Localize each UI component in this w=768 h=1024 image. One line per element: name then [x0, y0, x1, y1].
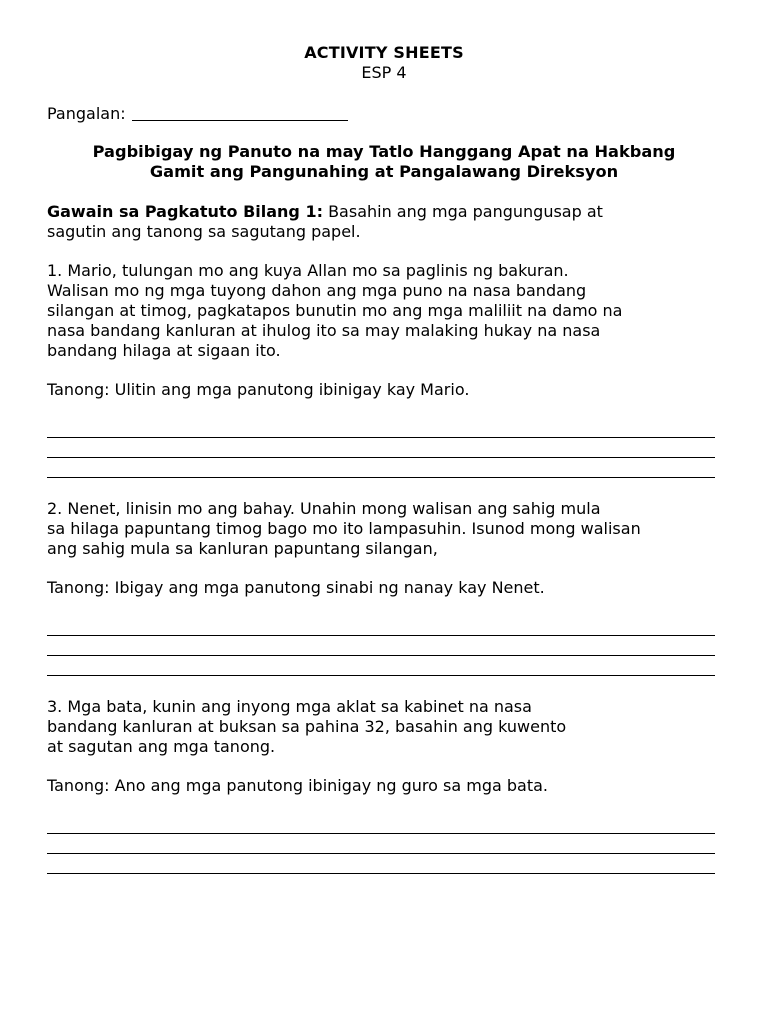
- item-3-line-1: 3. Mga bata, kunin ang inyong mga aklat sa kabinet na nasa: [47, 697, 532, 716]
- item-1-line-4: nasa bandang kanluran at ihulog ito sa may malaking hukay na nasa: [47, 321, 601, 340]
- lesson-heading: [47, 142, 721, 182]
- activity-instruction-part-1: Basahin ang mga pangungusap at: [322, 202, 603, 221]
- lesson-heading-line-1: Pagbibigay ng Panuto na may Tatlo Hanggang Apat na Hakbang: [92, 142, 676, 161]
- item-3-line-3: at sagutan ang mga tanong.: [47, 737, 276, 756]
- item-1-question: Tanong: Ulitin ang mga panutong ibinigay kay Mario.: [47, 380, 470, 399]
- item-1-line-1: 1. Mario, tulungan mo ang kuya Allan mo sa paglinis ng bakuran.: [47, 261, 569, 280]
- item-2-line-1: 2. Nenet, linisin mo ang bahay. Unahin mong walisan ang sahig mula: [47, 499, 601, 518]
- activity-instruction-line-2: sagutin ang tanong sa sagutang papel.: [47, 222, 361, 241]
- item-2-answer-line-2: [47, 655, 715, 656]
- name-field: [47, 104, 348, 124]
- item-3-line-2: bandang kanluran at buksan sa pahina 32, basahin ang kuwento: [47, 717, 567, 736]
- item-1-answer-line-1: [47, 437, 715, 438]
- item-2-answer-line-1: [47, 635, 715, 636]
- item-1-text: [47, 261, 727, 361]
- item-3-question: Tanong: Ano ang mga panutong ibinigay ng guro sa mga bata.: [47, 776, 549, 795]
- item-3-text: [47, 697, 727, 757]
- document-title: ACTIVITY SHEETS: [304, 43, 464, 62]
- activity-instruction-line-1: [47, 202, 727, 222]
- activity-instructions: [47, 202, 727, 242]
- item-1-line-5: bandang hilaga at sigaan ito.: [47, 341, 281, 360]
- item-1-answer-line-3: [47, 477, 715, 478]
- item-1-answer-line-2: [47, 457, 715, 458]
- document-subtitle: ESP 4: [361, 63, 407, 82]
- item-3-answer-line-2: [47, 853, 715, 854]
- item-2-line-2: sa hilaga papuntang timog bago mo ito lampasuhin. Isunod mong walisan: [47, 519, 641, 538]
- lesson-heading-line-2: Gamit ang Pangunahing at Pangalawang Direksyon: [149, 162, 619, 181]
- item-1-line-3: silangan at timog, pagkatapos bunutin mo ang mga maliliit na damo na: [47, 301, 623, 320]
- item-3-answer-line-1: [47, 833, 715, 834]
- item-2-question: Tanong: Ibigay ang mga panutong sinabi ng nanay kay Nenet.: [47, 578, 545, 597]
- item-1-line-2: Walisan mo ng mga tuyong dahon ang mga puno na nasa bandang: [47, 281, 587, 300]
- item-3-answer-line-3: [47, 873, 715, 874]
- activity-label: Gawain sa Pagkatuto Bilang 1:: [47, 202, 323, 221]
- item-2-line-3: ang sahig mula sa kanluran papuntang silangan,: [47, 539, 438, 558]
- name-blank-line: [132, 119, 348, 121]
- item-2-text: [47, 499, 727, 559]
- item-2-answer-line-3: [47, 675, 715, 676]
- name-label: Pangalan:: [47, 104, 126, 123]
